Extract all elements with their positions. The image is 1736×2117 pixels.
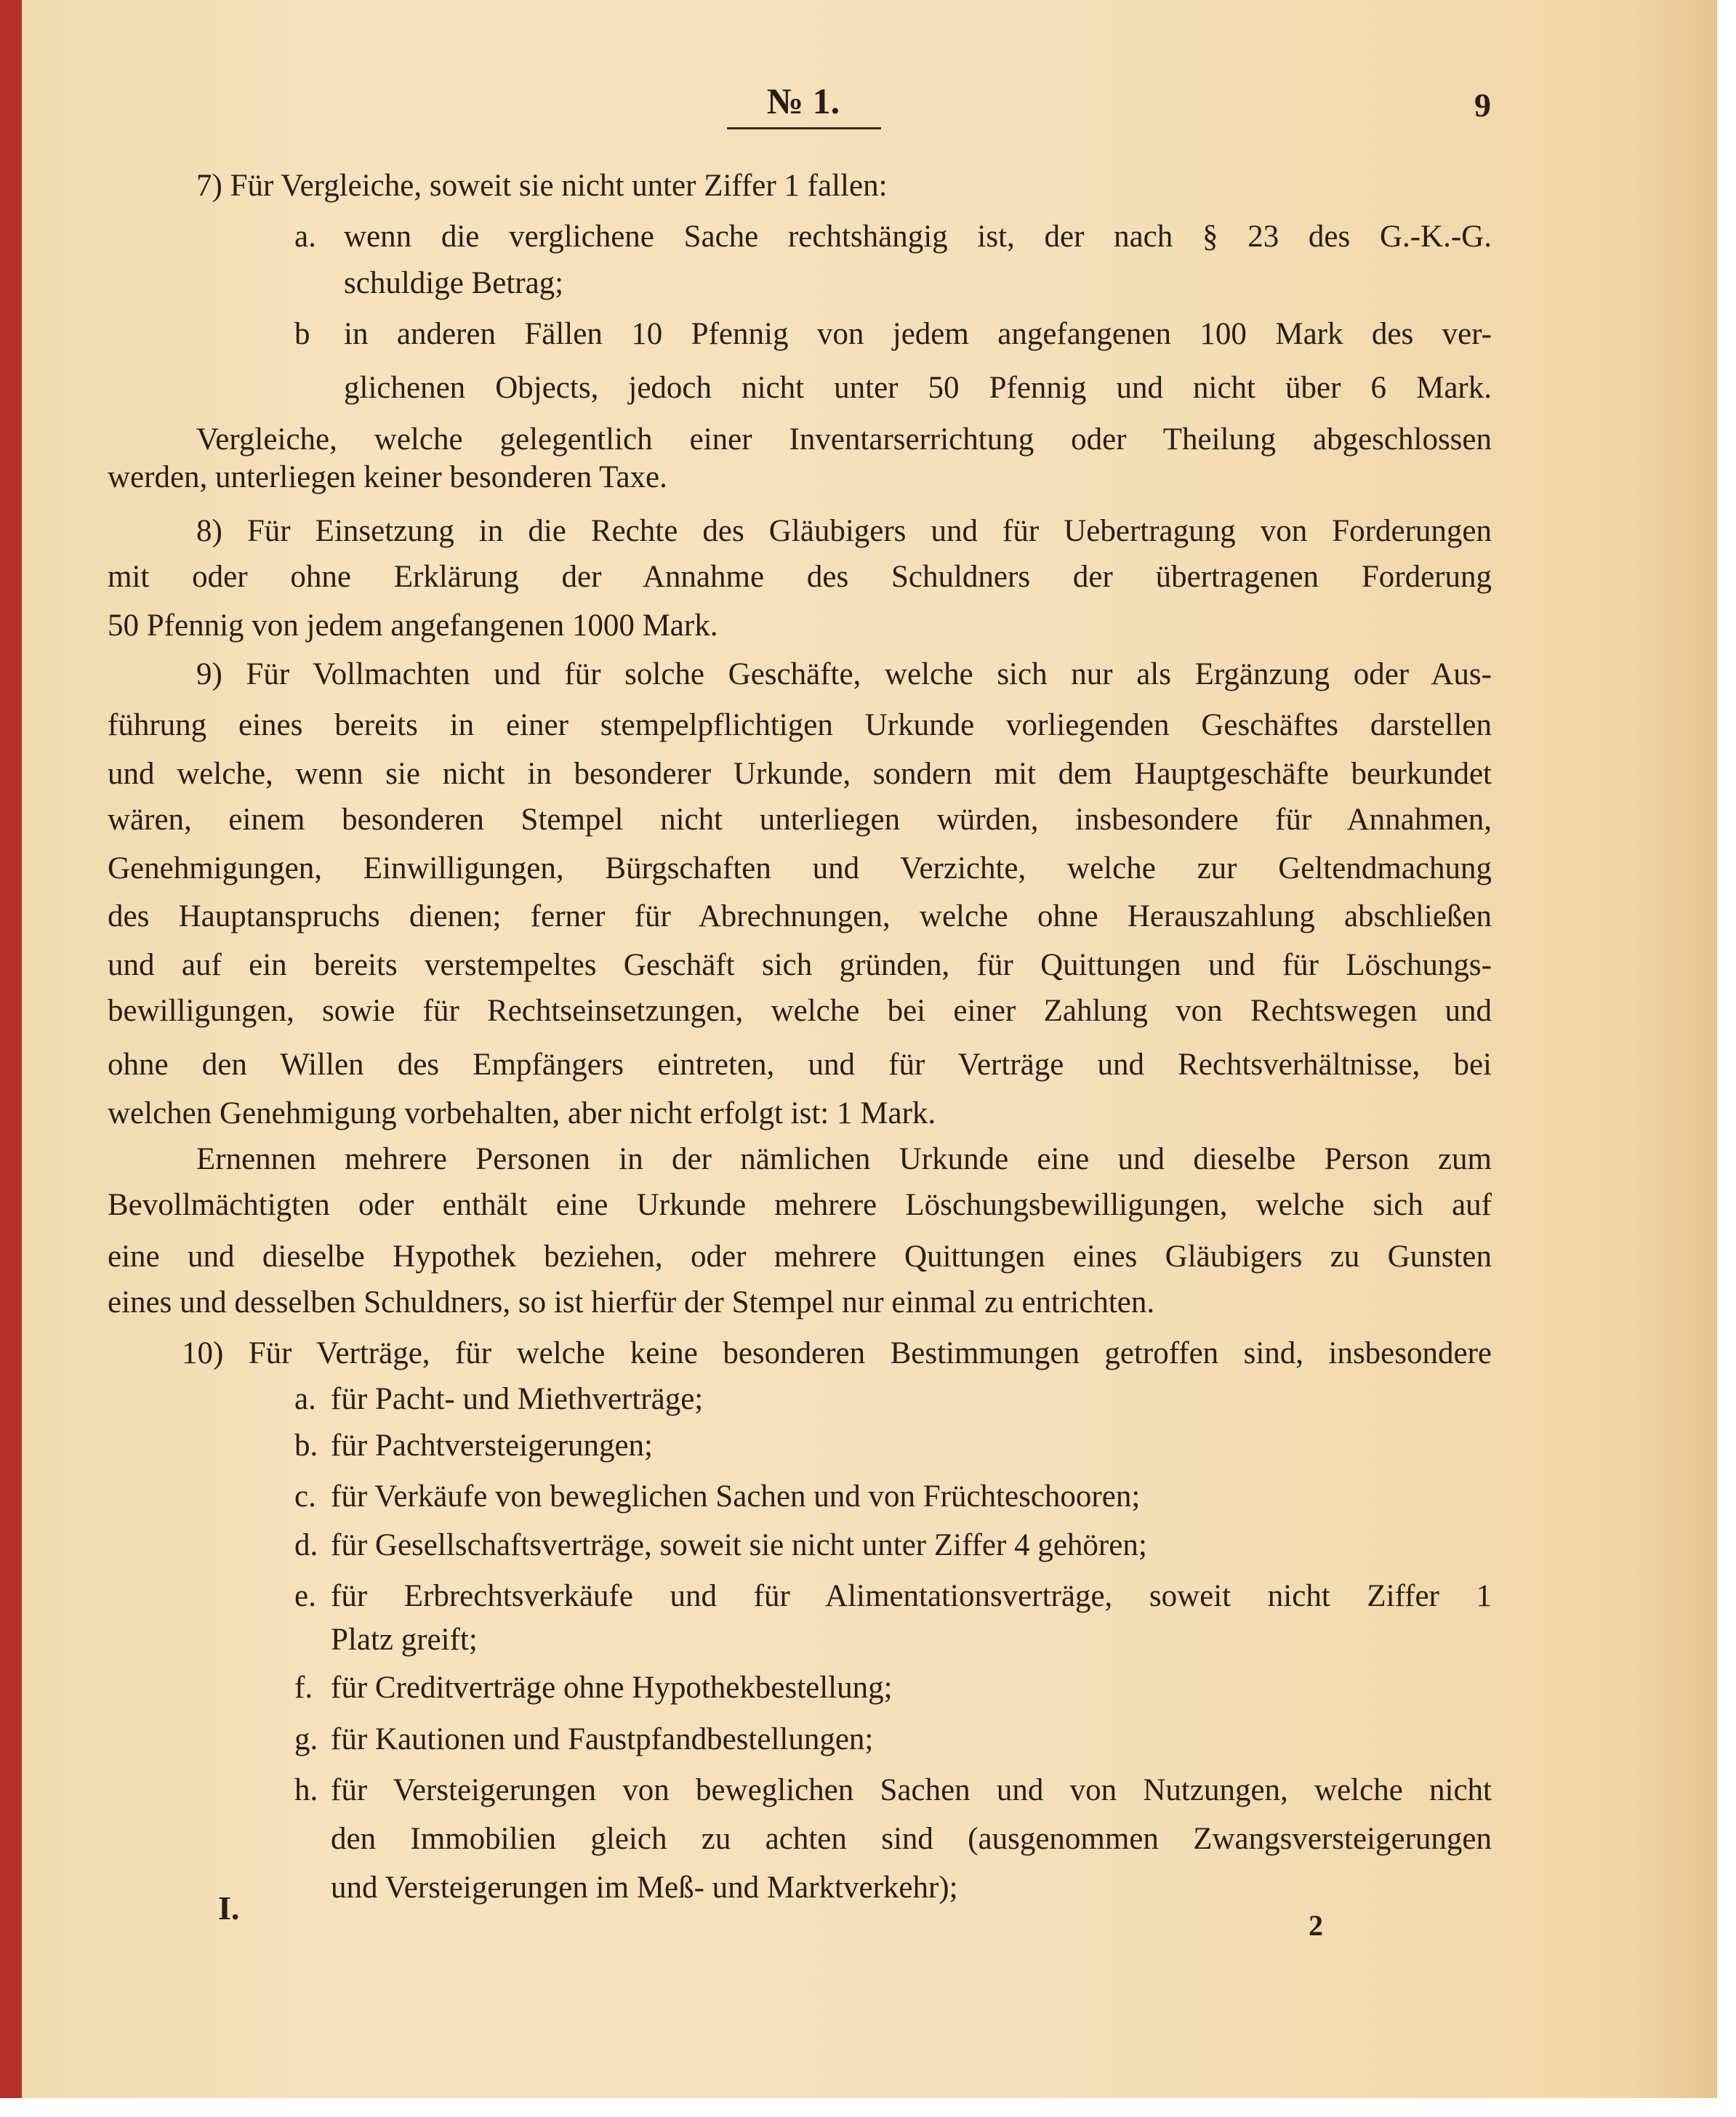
text-line: Genehmigungen, Einwilligungen, Bürgschaften und Verzichte, welche zur Geltendmachung — [108, 851, 1492, 885]
text-line: für Pacht- und Miethverträge; — [331, 1382, 704, 1416]
list-item-label: d. — [294, 1528, 318, 1562]
text-line: für Pachtversteigerungen; — [331, 1429, 653, 1463]
text-line: des Hauptanspruchs dienen; ferner für Abrechnungen, welche ohne Herauszahlung abschließen — [108, 899, 1492, 933]
text-line: für Erbrechtsverkäufe und für Alimentationsverträge, soweit nicht Ziffer 1 — [331, 1579, 1492, 1613]
text-line: und Versteigerungen im Meß- und Marktverkehr); — [331, 1871, 958, 1905]
text-line: 50 Pfennig von jedem angefangenen 1000 Mark. — [108, 608, 718, 643]
text-line: Vergleiche, welche gelegentlich einer Inventarserrichtung oder Theilung abgeschlossen — [196, 422, 1492, 457]
text-line: 8) Für Einsetzung in die Rechte des Gläubigers und für Uebertragung von Forderungen — [196, 514, 1492, 548]
binding-edge — [0, 0, 22, 2098]
text-line: den Immobilien gleich zu achten sind (ausgenommen Zwangsversteigerungen — [331, 1822, 1492, 1856]
list-item-label: f. — [294, 1671, 313, 1705]
text-line: Ernennen mehrere Personen in der nämlichen Urkunde eine und dieselbe Person zum — [196, 1142, 1492, 1176]
text-line: Platz greift; — [331, 1623, 478, 1657]
text-line: in anderen Fällen 10 Pfennig von jedem angefangenen 100 Mark des ver- — [344, 317, 1492, 351]
text-line: wären, einem besonderen Stempel nicht unterliegen würden, insbesondere für Annahmen, — [108, 803, 1492, 837]
signature-mark-right: 2 — [1309, 1909, 1323, 1942]
text-line: für Gesellschaftsverträge, soweit sie nicht unter Ziffer 4 gehören; — [331, 1528, 1147, 1562]
text-line: 9) Für Vollmachten und für solche Geschäfte, welche sich nur als Ergänzung oder Aus- — [196, 657, 1492, 691]
list-item-label: b — [294, 317, 310, 351]
text-line: führung eines bereits in einer stempelpflichtigen Urkunde vorliegenden Geschäftes darstellen — [108, 708, 1492, 742]
section-number: № 1. — [766, 81, 840, 121]
list-item-label: a. — [294, 1382, 316, 1416]
text-line: schuldige Betrag; — [344, 266, 564, 300]
text-line: bewilligungen, sowie für Rechtseinsetzungen, welche bei einer Zahlung von Rechtswegen und — [108, 994, 1492, 1028]
signature-mark-left: I. — [218, 1889, 240, 1927]
list-item-label: a. — [294, 220, 316, 254]
header-rule — [727, 127, 881, 129]
text-line: Bevollmächtigten oder enthält eine Urkunde mehrere Löschungsbewilligungen, welche sich auf — [108, 1188, 1492, 1222]
text-line: mit oder ohne Erklärung der Annahme des Schuldners der übertragenen Forderung — [108, 560, 1492, 594]
text-line: und auf ein bereits verstempeltes Geschäft sich gründen, für Quittungen und für Löschungs- — [108, 948, 1492, 982]
text-line: und welche, wenn sie nicht in besonderer Urkunde, sondern mit dem Hauptgeschäfte beurkundet — [108, 757, 1492, 791]
text-line: wenn die verglichene Sache rechtshängig ist, der nach § 23 des G.-K.-G. — [344, 220, 1492, 254]
text-line: 7) Für Vergleiche, soweit sie nicht unter Ziffer 1 fallen: — [196, 169, 888, 203]
text-line: für Versteigerungen von beweglichen Sachen und von Nutzungen, welche nicht — [331, 1773, 1492, 1807]
text-line: werden, unterliegen keiner besonderen Taxe. — [108, 460, 667, 494]
list-item-label: e. — [294, 1579, 316, 1613]
list-item-label: g. — [294, 1722, 318, 1756]
list-item-label: b. — [294, 1429, 318, 1463]
list-item-label: h. — [294, 1773, 318, 1807]
text-line: eine und dieselbe Hypothek beziehen, oder mehrere Quittungen eines Gläubigers zu Gunsten — [108, 1240, 1492, 1274]
text-line: ohne den Willen des Empfängers eintreten, und für Verträge und Rechtsverhältnisse, bei — [108, 1048, 1492, 1082]
page-number: 9 — [1474, 87, 1491, 124]
text-line: eines und desselben Schuldners, so ist hierfür der Stempel nur einmal zu entrichten. — [108, 1285, 1155, 1319]
text-line: für Creditverträge ohne Hypothekbestellung; — [331, 1671, 893, 1705]
text-line: für Kautionen und Faustpfandbestellungen; — [331, 1722, 874, 1756]
list-item-label: c. — [294, 1479, 316, 1514]
text-line: für Verkäufe von beweglichen Sachen und von Früchteschooren; — [331, 1479, 1141, 1514]
text-line: welchen Genehmigung vorbehalten, aber nicht erfolgt ist: 1 Mark. — [108, 1096, 936, 1130]
text-line: glichenen Objects, jedoch nicht unter 50 Pfennig und nicht über 6 Mark. — [344, 371, 1492, 405]
text-line: 10) Für Verträge, für welche keine besonderen Bestimmungen getroffen sind, insbesondere — [182, 1336, 1492, 1370]
